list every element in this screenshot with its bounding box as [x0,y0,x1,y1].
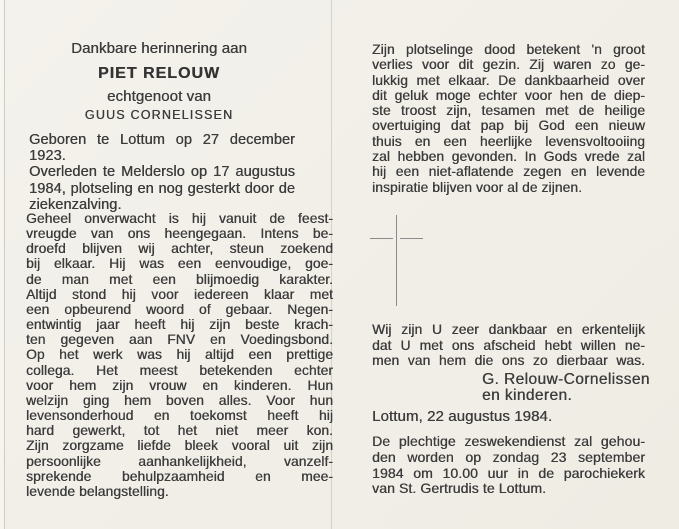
text-line: vreugde van ons heengegaan. Intens be- [26,226,333,242]
text-line: men van hem die ons zo dierbaar was. [372,353,645,369]
text-line: dit geluk moge echter voor hen de diep- [372,87,645,103]
text-line: Zijn plotselinge dood betekent 'n groot [372,42,645,57]
cross-horizontal-bar-left [370,238,393,239]
text-line: ste troost zijn, tesamen met de heilige [372,103,645,119]
text-line: bij elkaar. Hij was een eenvoudige, goe- [26,256,333,272]
text-line: droefd blijven wij achter, steun zoekend [26,241,333,257]
text-line: den worden op zondag 23 september [372,448,645,465]
text-line: de man met een blijmoedig karakter. [26,271,333,287]
cross-horizontal-bar-right [400,238,423,239]
text-line: Altijd stond hij voor iedereen klaar met [26,286,333,302]
text-line: welzijn ging hem boven alles. Voor hun [26,392,333,408]
text-line: 1984 om 10.00 uur in de parochiekerk [372,464,645,481]
text-line: Wij zijn U zeer dankbaar en erkentelijk [372,322,645,337]
text-line: hard gewerkt, tot het niet meer kon. [26,423,333,439]
text-line: persoonlijke aanhankelijkheid, vanzelf- [26,453,333,469]
text-line: entwintig jaar heeft hij zijn beste krach- [26,317,333,333]
text-line: Op het werk was hij altijd een prettige [26,347,333,363]
text-line: overtuiging dat pap bij God een nieuw [372,118,645,134]
text-line: Overleden te Melderslo op 17 augustus [29,164,295,181]
thanks-paragraph [372,322,645,369]
relation-line: echtgenoot van [107,88,211,105]
spouse-name: GUUS CORNELISSEN [84,108,234,122]
cross-vertical-bar [396,215,397,306]
text-line: Zijn zorgzame liefde bleek vooral uit zijn [26,438,333,454]
deceased-name: PIET RELOUW [97,65,221,82]
signature-name: G. Relouw-Cornelissen [482,371,650,388]
text-line: levensonderhoud en toekomst heeft hij [26,408,333,424]
vital-dates-paragraph [29,132,295,213]
memorial-paragraph [26,211,333,499]
text-line: collega. Het meest betekenden echter [26,362,333,378]
text-line: De plechtige zeswekendienst zal gehou- [372,433,645,449]
text-line: Geheel onverwacht is hij vanuit de feest- [26,211,333,226]
text-line: Geboren te Lottum op 27 december 1923. [29,132,295,165]
text-line: thuis en een heerlijke levensvoltooiing [372,133,645,149]
text-line: dat U met ons afscheid hebt willen ne- [372,337,645,353]
text-line: ziekenzalving. [29,196,122,213]
text-line: zal hebben gevonden. In Gods vrede zal [372,149,645,165]
text-line: lukkig met elkaar. De dankbaarheid over [372,72,645,88]
text-line: een opbeurend woord of gebaar. Negen- [26,301,333,317]
signature-block [482,372,662,404]
text-line: ten gegeven aan FNV en Voedingsbond. [26,332,333,348]
text-line: 1984, plotseling en nog gesterkt door de [29,180,295,197]
text-line: hij een niet-aflatende zegen en levende [372,164,645,180]
text-line: verlies voor dit gezin. Zij waren zo ge- [372,57,645,73]
card-left-edge [4,0,5,529]
text-line: inspiratie blijven voor al de zijnen. [372,179,582,195]
text-line: sprekende behulpzaamheid en mee- [26,468,333,484]
signature-family: en kinderen. [482,387,573,404]
text-line: levende belangstelling. [26,483,169,499]
text-line: voor hem zijn vrouw en kinderen. Hun [26,377,333,393]
dateline: Lottum, 22 augustus 1984. [372,408,553,425]
consolation-paragraph [372,42,645,195]
text-line: van St. Gertrudis te Lottum. [372,480,546,497]
intro-line: Dankbare herinnering aan [71,40,247,57]
service-paragraph [372,434,645,497]
cross-icon [370,215,423,306]
